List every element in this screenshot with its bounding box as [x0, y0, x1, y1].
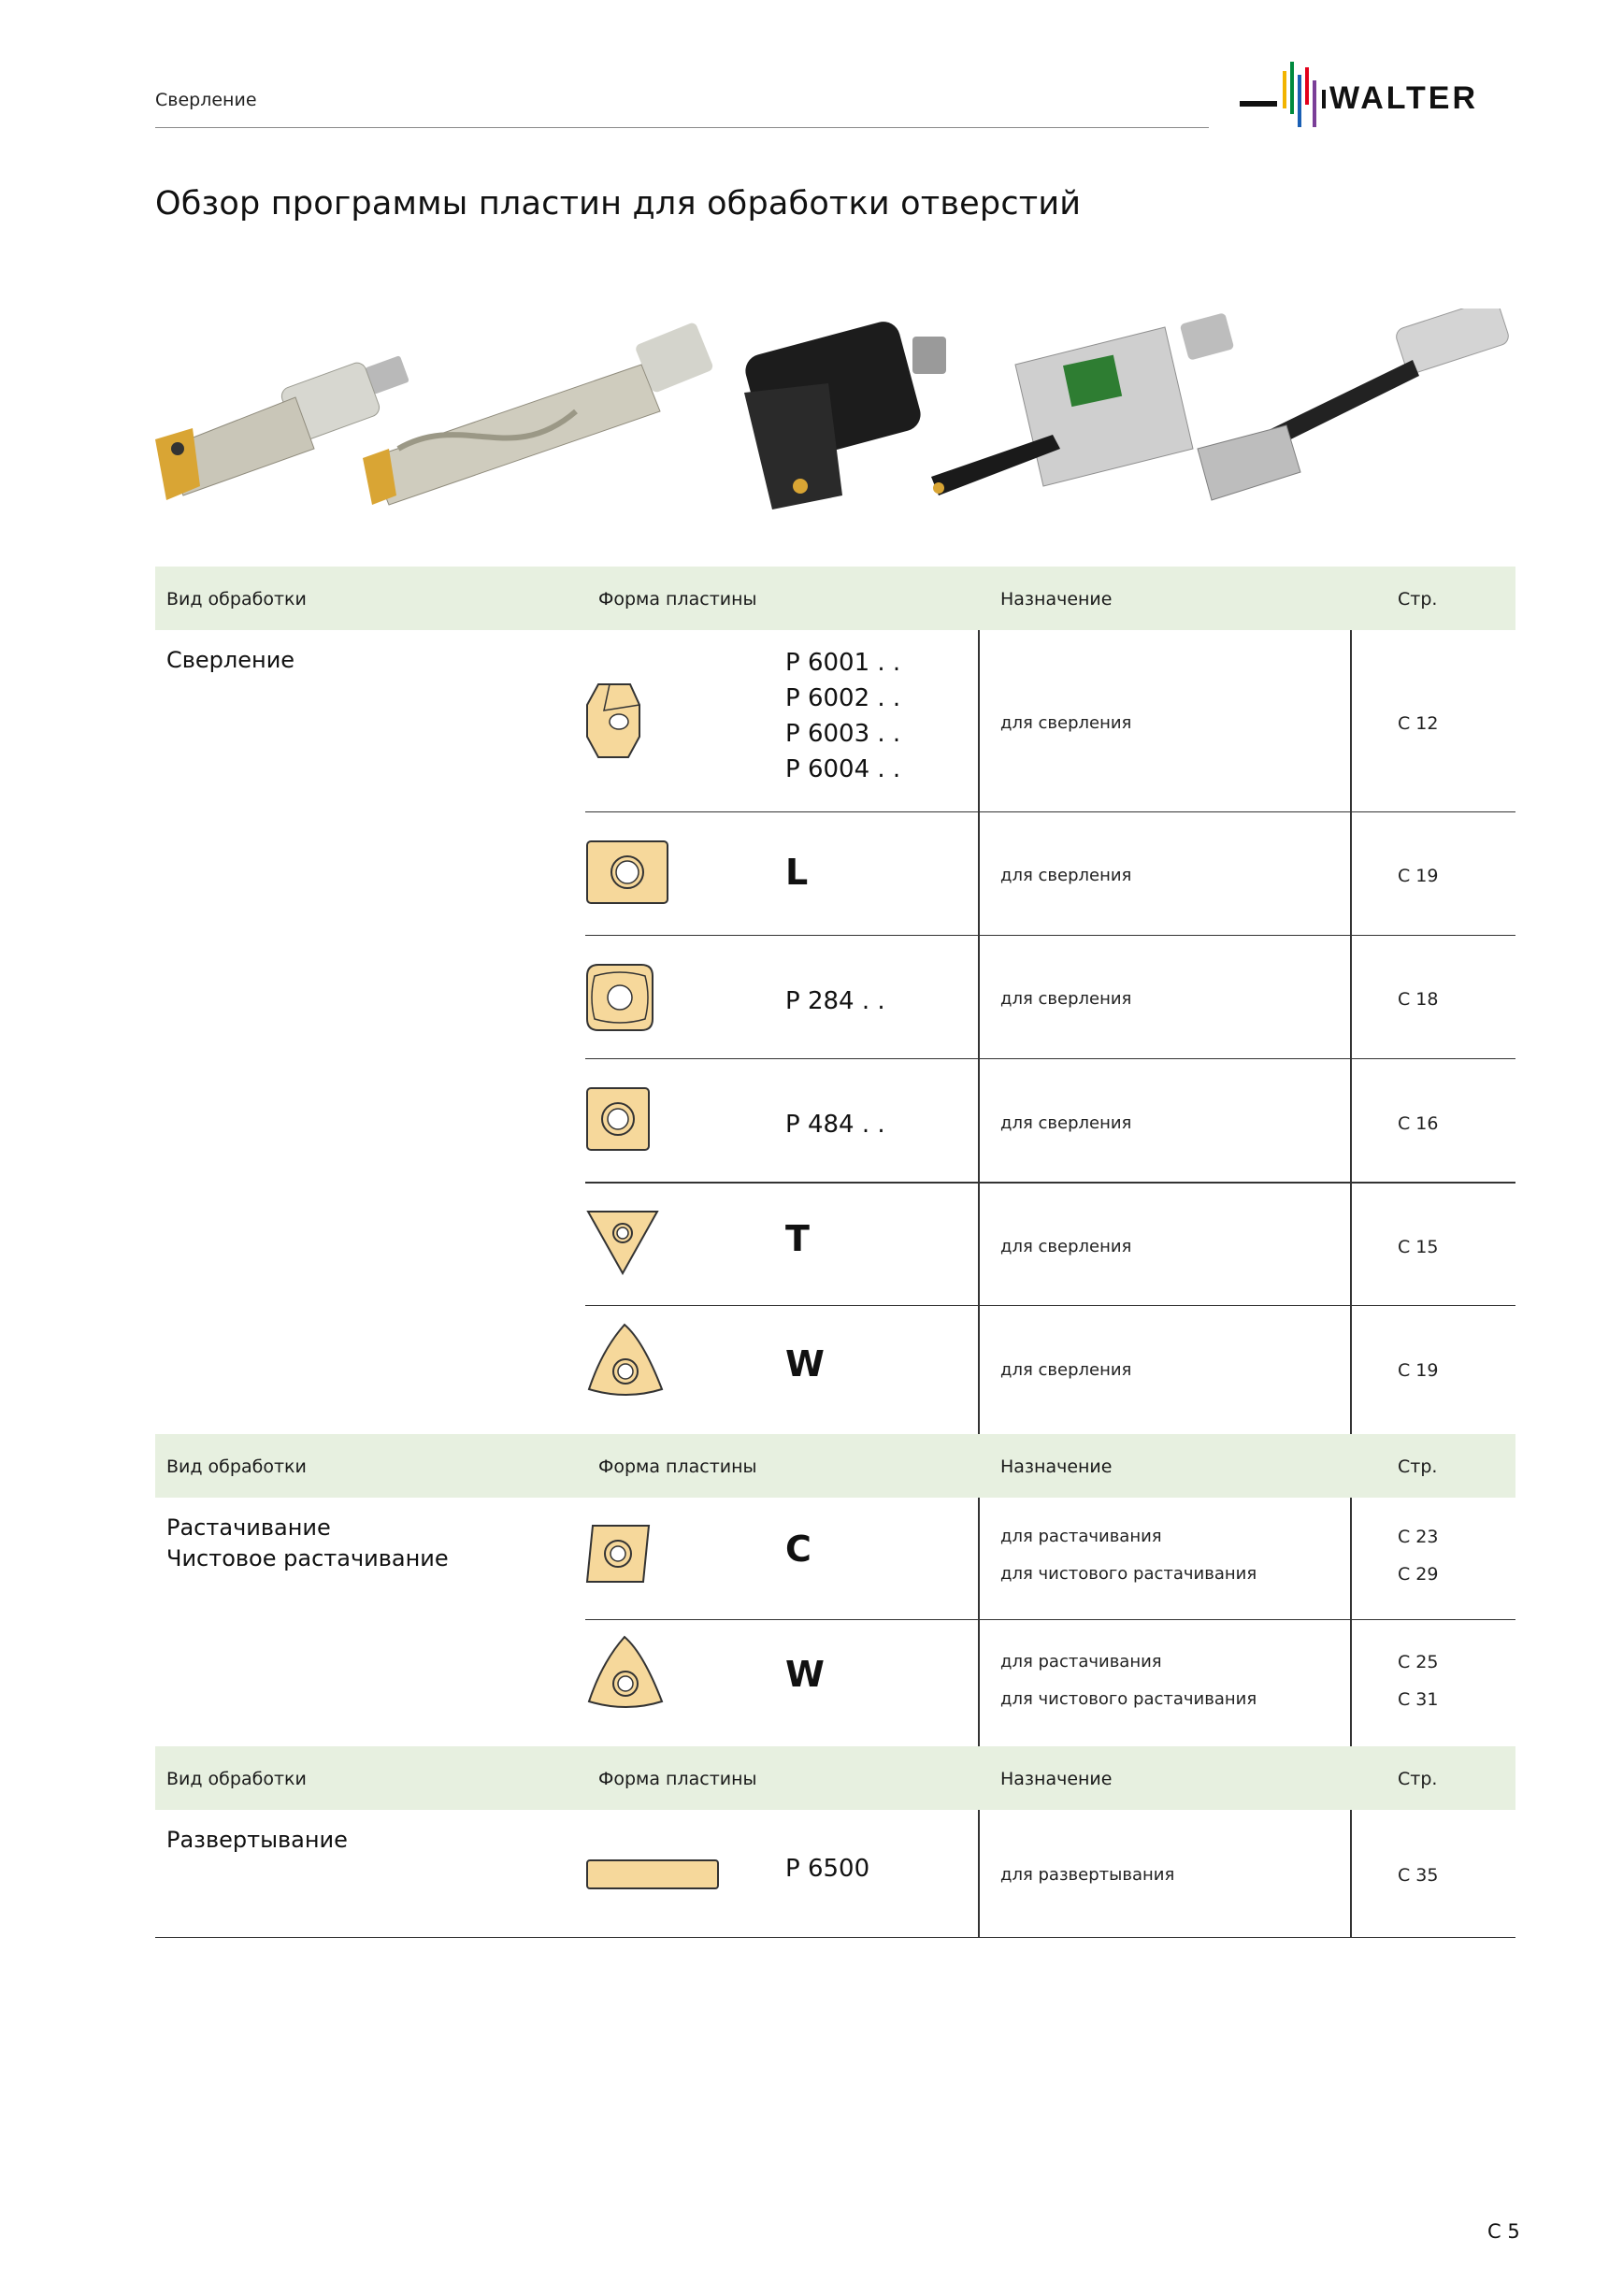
col-operation: Вид обработки — [166, 589, 307, 610]
col-page: Стр. — [1398, 1457, 1438, 1477]
header-divider — [155, 127, 1209, 128]
col-operation: Вид обработки — [166, 1457, 307, 1477]
purpose-text: для сверления — [1000, 866, 1132, 885]
page-ref: C 31 — [1398, 1689, 1439, 1710]
operation-label: Развертывание — [166, 1827, 348, 1853]
rectangle-icon — [585, 1858, 720, 1890]
page-ref: C 29 — [1398, 1564, 1439, 1585]
col-shape: Форма пластины — [598, 1769, 757, 1789]
col-page: Стр. — [1398, 589, 1438, 610]
operation-label: Сверление — [166, 647, 295, 673]
indexable-drill-long-image — [363, 322, 714, 505]
modular-drill-head-image — [741, 318, 946, 509]
insert-code: P 6003 . . — [785, 720, 901, 748]
operation-label: Растачивание — [166, 1514, 331, 1541]
purpose-text: для сверления — [1000, 1360, 1132, 1380]
purpose-text: для сверления — [1000, 1237, 1132, 1256]
insert-code: W — [785, 1654, 825, 1695]
page-ref: C 16 — [1398, 1113, 1439, 1134]
col-purpose: Назначение — [1000, 1457, 1113, 1477]
insert-code: L — [785, 852, 809, 893]
page-ref: C 25 — [1398, 1652, 1439, 1672]
p484-icon — [585, 1086, 651, 1152]
square-l-icon — [585, 839, 669, 905]
operation-label: Чистовое растачивание — [166, 1545, 449, 1571]
tools-photo-strip — [155, 309, 1520, 552]
trigon-icon — [585, 1322, 666, 1400]
walter-logo — [1240, 62, 1520, 131]
insert-code: P 6500 — [785, 1855, 870, 1883]
purpose-text: для сверления — [1000, 713, 1132, 733]
purpose-text: для чистового растачивания — [1000, 1689, 1257, 1709]
page-ref: C 23 — [1398, 1527, 1439, 1547]
rhombic-icon — [585, 1524, 651, 1584]
insert-code: P 6002 . . — [785, 684, 901, 712]
p284-icon — [585, 963, 654, 1032]
page-ref: C 12 — [1398, 713, 1439, 734]
purpose-text: для сверления — [1000, 1113, 1132, 1133]
page-ref: C 18 — [1398, 989, 1439, 1010]
insert-code: P 6001 . . — [785, 649, 901, 677]
page-ref: C 19 — [1398, 1360, 1439, 1381]
page-ref: C 15 — [1398, 1237, 1439, 1257]
section-name: Сверление — [155, 90, 257, 110]
purpose-text: для развертывания — [1000, 1865, 1175, 1885]
page-title: Обзор программы пластин для обработки отверстий — [155, 185, 1082, 222]
table-header — [155, 567, 1515, 630]
table-header — [155, 1746, 1515, 1810]
page-number: C 5 — [1487, 2220, 1520, 2243]
page-ref: C 35 — [1398, 1865, 1439, 1886]
col-purpose: Назначение — [1000, 589, 1113, 610]
purpose-text: для сверления — [1000, 989, 1132, 1009]
col-operation: Вид обработки — [166, 1769, 307, 1789]
boring-head-digital-image — [931, 312, 1234, 495]
insert-code: C — [785, 1528, 812, 1570]
page-ref: C 19 — [1398, 866, 1439, 886]
col-purpose: Назначение — [1000, 1769, 1113, 1789]
table-header — [155, 1434, 1515, 1498]
col-shape: Форма пластины — [598, 589, 757, 610]
purpose-text: для чистового растачивания — [1000, 1564, 1257, 1584]
insert-code: T — [785, 1218, 810, 1259]
trigon-icon — [585, 1634, 666, 1713]
purpose-text: для растачивания — [1000, 1527, 1162, 1546]
p6000-icon — [585, 681, 641, 761]
col-page: Стр. — [1398, 1769, 1438, 1789]
reamer-tool-image — [1198, 309, 1511, 500]
logo-wordmark: WALTER — [1329, 80, 1479, 116]
insert-code: P 484 . . — [785, 1111, 885, 1139]
insert-code: W — [785, 1343, 825, 1385]
triangle-icon — [585, 1208, 660, 1275]
purpose-text: для растачивания — [1000, 1652, 1162, 1672]
insert-code: P 284 . . — [785, 987, 885, 1015]
col-shape: Форма пластины — [598, 1457, 757, 1477]
insert-code: P 6004 . . — [785, 755, 901, 783]
